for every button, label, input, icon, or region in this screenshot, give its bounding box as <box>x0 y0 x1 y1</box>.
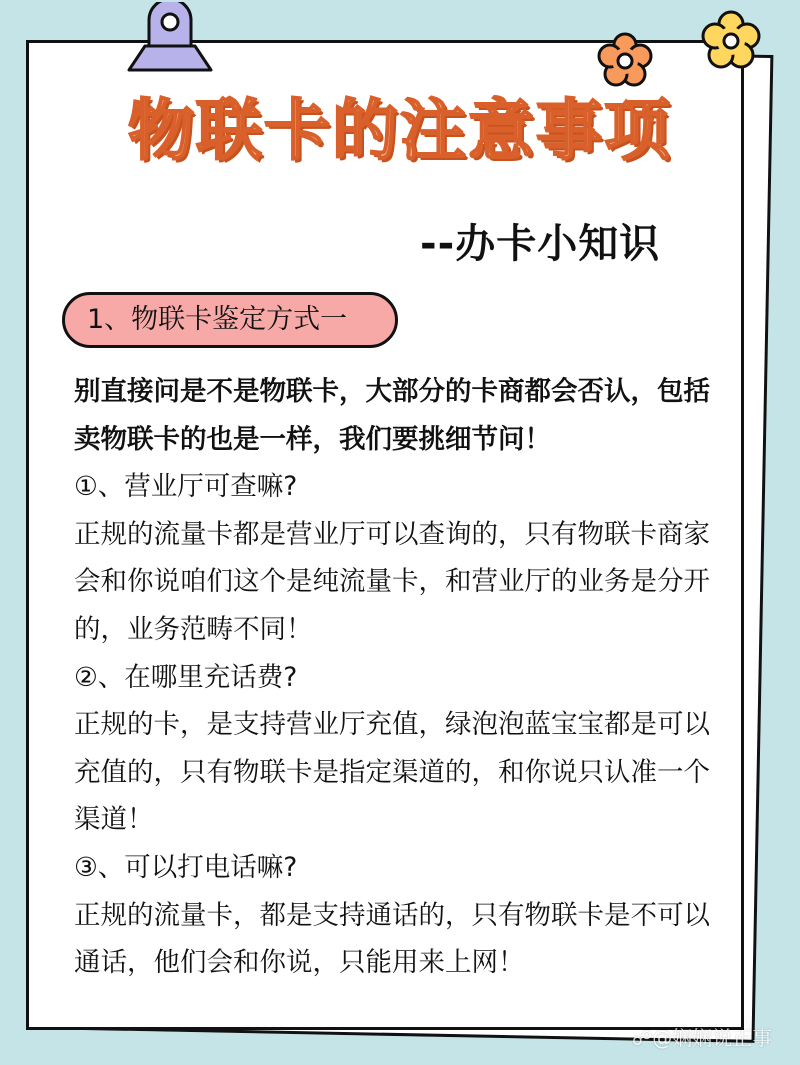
lead-paragraph: 别直接问是不是物联卡，大部分的卡商都会否认，包括卖物联卡的也是一样，我们要挑细节问！ <box>74 376 710 455</box>
question-1: ①、营业厅可查嘛? <box>74 471 298 503</box>
question-3: ③、可以打电话嘛? <box>74 851 298 883</box>
answer-2: 正规的卡，是支持营业厅充值，绿泡泡蓝宝宝都是可以充值的，只有物联卡是指定渠道的，和你说只认准一个渠道！ <box>74 709 710 836</box>
section-label: 1、物联卡鉴定方式一 <box>62 292 398 348</box>
page-title: 物联卡的注意事项 <box>128 92 672 169</box>
answer-3: 正规的流量卡，都是支持通话的，只有物联卡是不可以通话，他们会和你说，只能用来上网！ <box>74 899 710 979</box>
page-subtitle: --办卡小知识 <box>420 221 661 267</box>
article-body <box>74 368 734 987</box>
question-2: ②、在哪里充话费? <box>74 661 298 693</box>
flower-icon <box>700 10 762 72</box>
answer-1: 正规的流量卡都是营业厅可以查询的，只有物联卡商家会和你说咱们这个是纯流量卡，和营业厅的业务是分开的，业务范畴不同！ <box>74 518 710 645</box>
paper-clip-icon <box>105 2 235 76</box>
flower-icon <box>596 32 654 90</box>
watermark: ☍@娴娴说正事 <box>632 1026 773 1050</box>
